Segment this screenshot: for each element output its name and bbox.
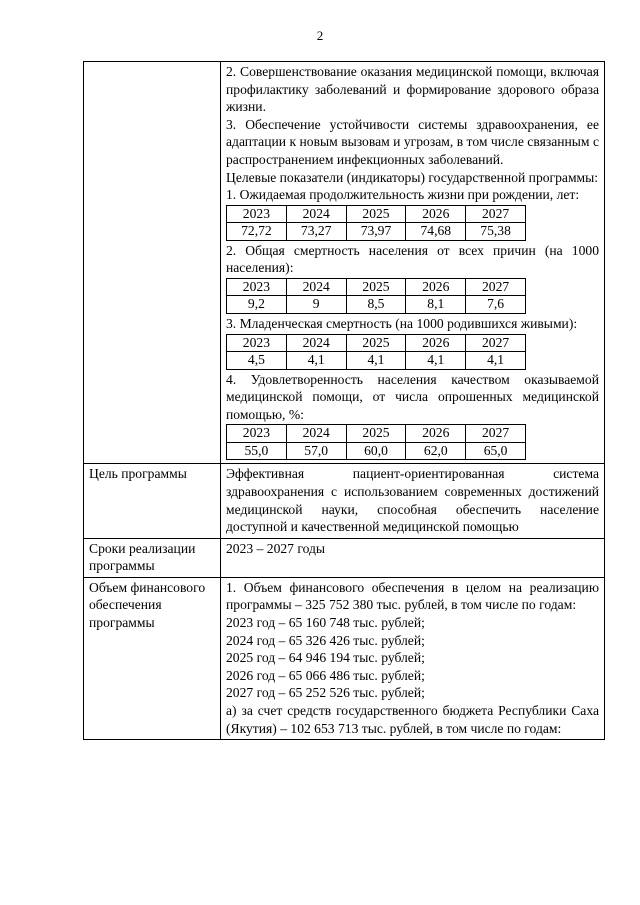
indicator-table — [226, 424, 526, 460]
year-cell: 2023 — [227, 205, 287, 223]
table-row — [227, 223, 526, 241]
financing-text: а) за счет средств государственного бюджета Республики Саха (Якутия) – 102 653 713 тыс. рублей, в том числе по годам: — [226, 703, 599, 736]
year-cell: 2026 — [406, 278, 466, 296]
value-cell: 9 — [286, 296, 346, 314]
year-cell: 2027 — [466, 205, 526, 223]
period-text: 2023 – 2027 годы — [226, 540, 326, 556]
financing-year-line: 2023 год – 65 160 748 тыс. рублей; — [226, 615, 425, 631]
row-content-financing — [221, 577, 605, 739]
year-cell: 2024 — [286, 425, 346, 443]
indicator-title: 1. Ожидаемая продолжительность жизни при рождении, лет: — [226, 187, 580, 203]
year-cell: 2025 — [346, 278, 406, 296]
year-cell: 2024 — [286, 205, 346, 223]
year-cell: 2025 — [346, 425, 406, 443]
value-cell: 65,0 — [466, 442, 526, 460]
indicators-heading: Целевые показатели (индикаторы) государственной программы: — [226, 169, 599, 185]
value-cell: 55,0 — [227, 442, 287, 460]
value-cell: 4,1 — [466, 352, 526, 370]
row-content-goal — [221, 464, 605, 538]
year-cell: 2026 — [406, 334, 466, 352]
value-cell: 4,5 — [227, 352, 287, 370]
value-cell: 72,72 — [227, 223, 287, 241]
value-cell: 4,1 — [406, 352, 466, 370]
year-cell: 2025 — [346, 205, 406, 223]
financing-year-line: 2024 год – 65 326 426 тыс. рублей; — [226, 632, 425, 648]
indicator-title: 3. Младенческая смертность (на 1000 родившихся живыми): — [226, 315, 578, 331]
indicator-title: 4. Удовлетворенность населения качеством оказываемой медицинской помощи, от числа опрошенных медицинской помощью, %: — [226, 371, 599, 422]
table-row — [227, 278, 526, 296]
year-cell: 2024 — [286, 278, 346, 296]
year-cell: 2027 — [466, 278, 526, 296]
financing-year-line: 2026 год – 65 066 486 тыс. рублей; — [226, 667, 425, 683]
value-cell: 74,68 — [406, 223, 466, 241]
row-content-tasks — [221, 62, 605, 464]
value-cell: 4,1 — [286, 352, 346, 370]
year-cell: 2023 — [227, 425, 287, 443]
table-row — [227, 442, 526, 460]
financing-year-line: 2025 год – 64 946 194 тыс. рублей; — [226, 650, 425, 666]
year-cell: 2027 — [466, 425, 526, 443]
table-row — [84, 464, 605, 538]
financing-year-line: 2027 год – 65 252 526 тыс. рублей; — [226, 685, 425, 701]
task-paragraph: 3. Обеспечение устойчивости системы здравоохранения, ее адаптации к новым вызовам и угрозам, в том числе связанным с распространением инфекционных заболеваний. — [226, 116, 599, 167]
financing-text: 1. Объем финансового обеспечения в целом на реализацию программы – 325 752 380 тыс. рублей, в том числе по годам: — [226, 579, 599, 613]
value-cell: 73,97 — [346, 223, 406, 241]
value-cell: 9,2 — [227, 296, 287, 314]
row-label — [84, 62, 221, 464]
year-cell: 2023 — [227, 334, 287, 352]
indicator-title: 2. Общая смертность населения от всех причин (на 1000 населения): — [226, 242, 599, 276]
year-cell: 2027 — [466, 334, 526, 352]
value-cell: 7,6 — [466, 296, 526, 314]
task-paragraph: 2. Совершенствование оказания медицинской помощи, включая профилактику заболеваний и формирование здорового образа жизни. — [226, 64, 599, 115]
row-label-financing: Объем финансового обеспечения программы — [84, 577, 221, 739]
indicator-table — [226, 205, 526, 241]
table-row — [84, 62, 605, 464]
table-row — [84, 577, 605, 739]
value-cell: 60,0 — [346, 442, 406, 460]
year-cell: 2026 — [406, 205, 466, 223]
table-row — [227, 205, 526, 223]
page-number: 2 — [316, 28, 324, 43]
row-label-period: Сроки реализации программы — [84, 538, 221, 577]
value-cell: 62,0 — [406, 442, 466, 460]
year-cell: 2024 — [286, 334, 346, 352]
value-cell: 75,38 — [466, 223, 526, 241]
program-passport-table — [83, 61, 605, 740]
value-cell: 73,27 — [286, 223, 346, 241]
year-cell: 2025 — [346, 334, 406, 352]
table-row — [227, 352, 526, 370]
row-content-period — [221, 538, 605, 577]
value-cell: 8,5 — [346, 296, 406, 314]
row-label-goal: Цель программы — [84, 464, 221, 538]
indicator-table — [226, 334, 526, 370]
value-cell: 57,0 — [286, 442, 346, 460]
table-row — [227, 425, 526, 443]
value-cell: 8,1 — [406, 296, 466, 314]
year-cell: 2023 — [227, 278, 287, 296]
goal-text: Эффективная пациент-ориентированная система здравоохранения с использованием современных достижений медицинской науки, способная обеспечить население доступной и качественной медицинской помощью — [226, 466, 599, 535]
table-row — [227, 334, 526, 352]
table-row — [84, 538, 605, 577]
value-cell: 4,1 — [346, 352, 406, 370]
indicator-table — [226, 278, 526, 314]
year-cell: 2026 — [406, 425, 466, 443]
table-row — [227, 296, 526, 314]
